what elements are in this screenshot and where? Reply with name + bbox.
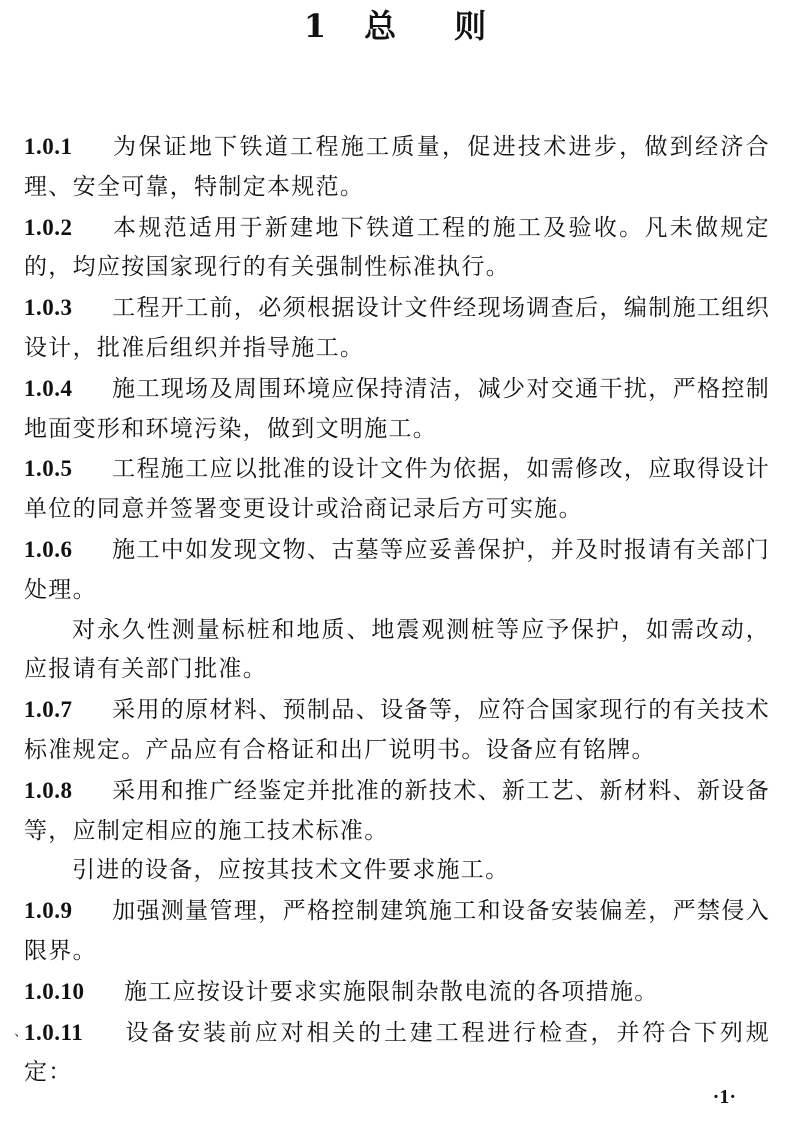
chapter-title-char-1: 总 [364,7,397,45]
clause-1-0-4 [24,369,770,450]
clause-text: 工程施工应以批准的设计文件为依据，如需修改，应取得设计单位的同意并签署变更设计或洽商记录后方可实施。 [24,456,770,523]
clause-text: 施工中如发现文物、古墓等应妥善保护，并及时报请有关部门处理。 [24,536,770,603]
margin-mark: 、 [14,1024,28,1040]
clause-1-0-6 [24,530,770,611]
clause-1-0-8 [24,771,770,852]
clause-text: 设备安装前应对相关的土建工程进行检查，并符合下列规定： [24,1019,770,1086]
clause-text: 采用和推广经鉴定并批准的新技术、新工艺、新材料、新设备等，应制定相应的施工技术标准。 [24,777,770,844]
chapter-number: 1 [303,7,327,45]
clause-number: 1.0.9 [24,898,73,924]
clause-1-0-2 [24,208,770,289]
clause-1-0-7 [24,690,770,771]
page-number: ·1· [712,1086,736,1108]
paragraph-imported-equipment: 引进的设备，应按其技术文件要求施工。 [72,857,510,884]
clause-1-0-1 [24,127,770,208]
clause-number: 1.0.10 [24,978,85,1004]
clause-number: 1.0.2 [24,214,73,240]
chapter-body [24,127,770,1093]
clause-number: 1.0.6 [24,536,73,562]
clause-number: 1.0.1 [24,134,73,159]
clause-1-0-9 [24,891,770,972]
clause-number: 1.0.5 [24,456,73,482]
clause-text: 加强测量管理，严格控制建筑施工和设备安装偏差，严禁侵入限界。 [24,898,770,964]
clause-number: 1.0.4 [24,375,73,401]
clause-number: 1.0.3 [24,295,73,321]
clause-1-0-3 [24,288,770,369]
clause-text: 工程开工前，必须根据设计文件经现场调查后，编制施工组织设计，批准后组织并指导施工。 [24,295,770,361]
clause-text: 施工现场及周围环境应保持清洁，减少对交通干扰，严格控制地面变形和环境污染，做到文明施工。 [24,375,770,442]
clause-text: 本规范适用于新建地下铁道工程的施工及验收。凡未做规定的，均应按国家现行的有关强制性标准执行。 [24,214,770,281]
chapter-title-char-2: 则 [454,7,487,45]
clause-text: 采用的原材料、预制品、设备等，应符合国家现行的有关技术标准规定。产品应有合格证和出厂说明书。设备应有铭牌。 [24,697,770,763]
clause-1-0-5 [24,449,770,530]
clause-number: 1.0.8 [24,777,73,803]
paragraph-monument-protection: 对永久性测量标桩和地质、地震观测桩等应予保护，如需改动，应报请有关部门批准。 [24,616,770,683]
clause-number: 1.0.7 [24,697,73,723]
clause-number: 1.0.11 [24,1019,84,1045]
clause-text: 施工应按设计要求实施限制杂散电流的各项措施。 [124,978,659,1005]
chapter-title [0,6,790,46]
clause-1-0-10 [24,972,770,1013]
clause-text: 为保证地下铁道工程施工质量，促进技术进步，做到经济合理、安全可靠，特制定本规范。 [24,134,770,200]
clause-1-0-11 [24,1013,770,1094]
